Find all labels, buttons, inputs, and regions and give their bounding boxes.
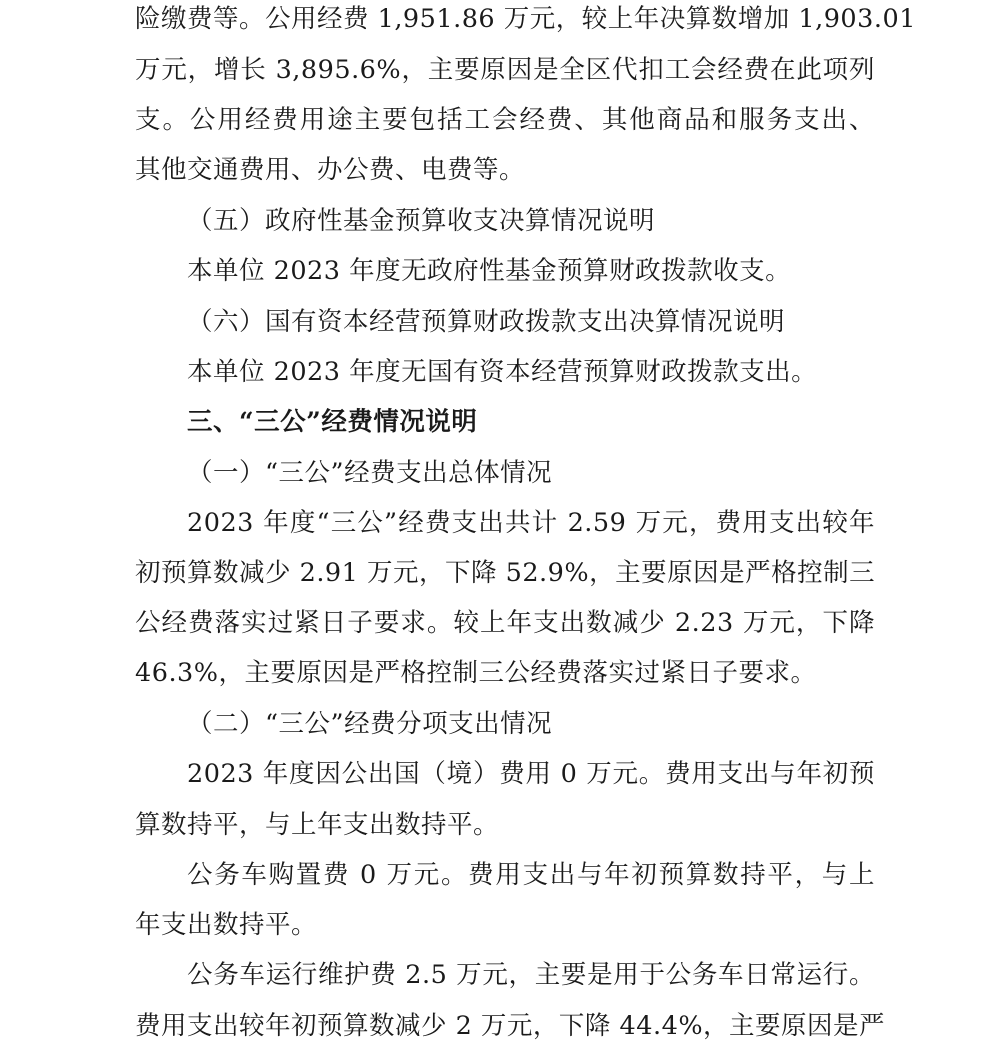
section-heading: （二）“三公”经费分项支出情况 bbox=[187, 709, 553, 739]
paragraph-line: 算数持平，与上年支出数持平。 bbox=[135, 810, 500, 840]
paragraph-line: 公经费落实过紧日子要求。较上年支出数减少 2.23 万元，下降 bbox=[135, 608, 875, 638]
paragraph-line: 其他交通费用、办公费、电费等。 bbox=[135, 155, 526, 185]
paragraph-line: 本单位 2023 年度无政府性基金预算财政拨款收支。 bbox=[187, 256, 792, 286]
chapter-heading: 三、“三公”经费情况说明 bbox=[187, 407, 478, 437]
paragraph-line: 46.3%，主要原因是严格控制三公经费落实过紧日子要求。 bbox=[135, 658, 817, 688]
paragraph-line: 本单位 2023 年度无国有资本经营预算财政拨款支出。 bbox=[187, 357, 818, 387]
paragraph-line: 险缴费等。公用经费 1,951.86 万元，较上年决算数增加 1,903.01 bbox=[135, 4, 916, 34]
paragraph-line: 万元，增长 3,895.6%，主要原因是全区代扣工会经费在此项列 bbox=[135, 55, 875, 85]
paragraph-line: 公务车运行维护费 2.5 万元，主要是用于公务车日常运行。 bbox=[187, 960, 875, 990]
paragraph-line: 年支出数持平。 bbox=[135, 910, 318, 940]
section-heading: （六）国有资本经营预算财政拨款支出决算情况说明 bbox=[187, 307, 786, 337]
section-heading: （五）政府性基金预算收支决算情况说明 bbox=[187, 206, 656, 236]
paragraph-line: 公务车购置费 0 万元。费用支出与年初预算数持平，与上 bbox=[187, 860, 875, 890]
paragraph-line: 支。公用经费用途主要包括工会经费、其他商品和服务支出、 bbox=[135, 105, 875, 135]
paragraph-line: 2023 年度因公出国（境）费用 0 万元。费用支出与年初预 bbox=[187, 759, 875, 789]
paragraph-line: 初预算数减少 2.91 万元，下降 52.9%，主要原因是严格控制三 bbox=[135, 558, 876, 588]
section-heading: （一）“三公”经费支出总体情况 bbox=[187, 458, 553, 488]
paragraph-line: 2023 年度“三公”经费支出共计 2.59 万元，费用支出较年 bbox=[187, 508, 875, 538]
paragraph-line: 费用支出较年初预算数减少 2 万元，下降 44.4%，主要原因是严 bbox=[135, 1011, 886, 1041]
